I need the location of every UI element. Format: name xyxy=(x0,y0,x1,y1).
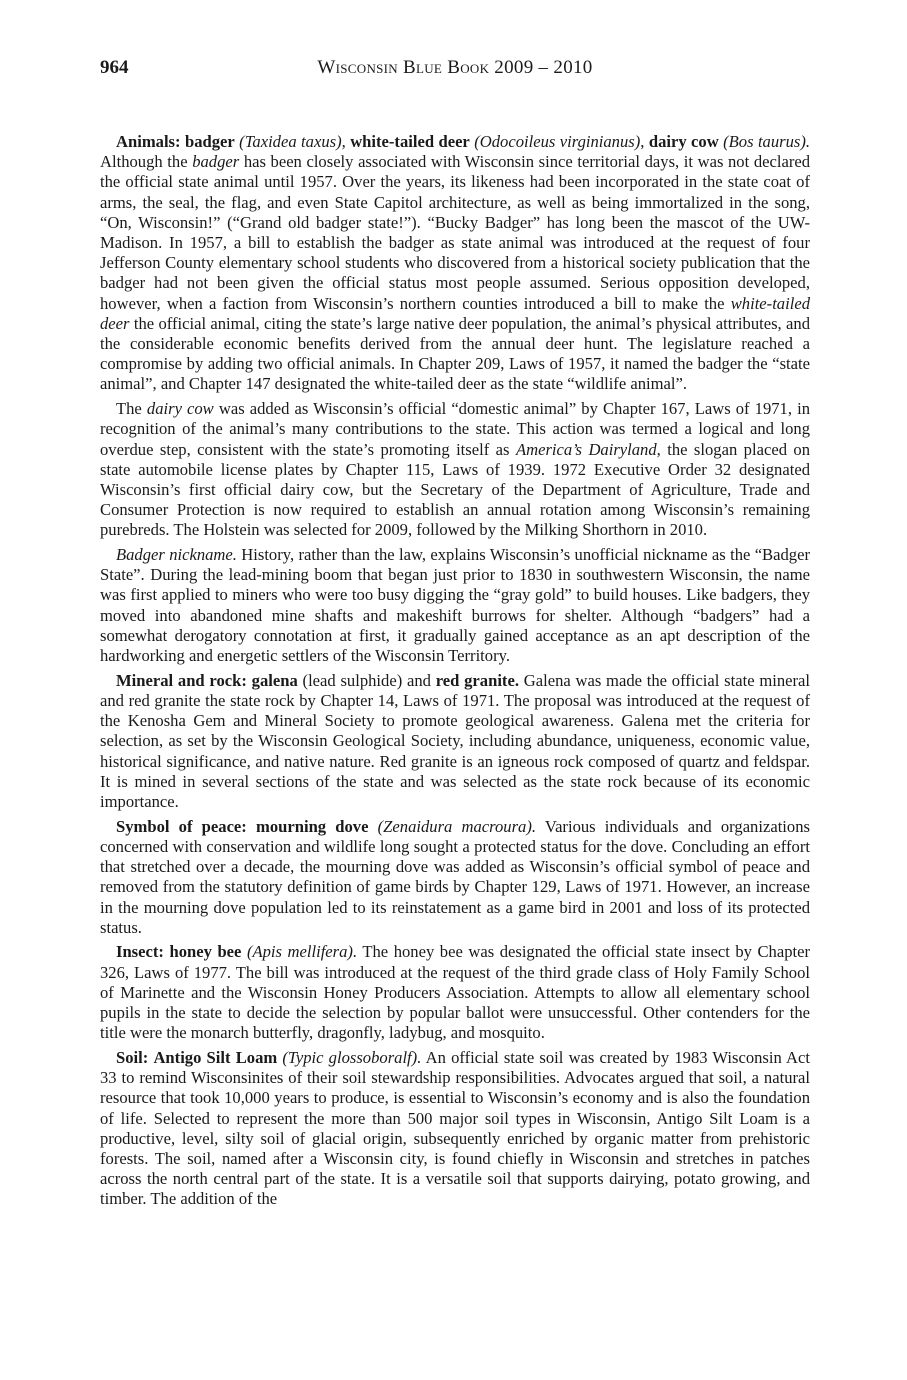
paragraph-soil xyxy=(100,1048,810,1210)
section-head-insect: Insect: xyxy=(116,942,164,962)
text-run: An official state soil was created by 1983 Wisconsin Act 33 to remind Wisconsinites of their soil stewardship responsibilities. Advocates argued that soil, a natural resource that took 10,000 years to produce, is essential to Wisconsin’s economy and is also the foundation of life. Selected to represent the more than 500 major soil types in Wisconsin, Antigo Silt Loam is a productive, level, silty soil of glacial origin, subsequently enriched by organic matter from prehistoric forests. The soil, named after a Wisconsin city, is found chiefly in Wisconsin and stretches in patches across the north central part of the state. It is a versatile soil that supports dairying, potato growing, and timber. The addition of the xyxy=(100,1047,811,1209)
paragraph-insect xyxy=(100,942,810,1043)
paragraph-peace xyxy=(100,817,810,938)
paragraph-dairy-cow xyxy=(100,399,810,540)
emphasis-dairy-cow: dairy cow xyxy=(146,399,214,419)
text-run: the official animal, citing the state’s large native deer population, the animal’s physical attributes, and the considerable economic benefits derived from the annual deer hunt. The legislature reached a compromise by adding two official animals. In Chapter 209, Laws of 1957, it named the badger the “state animal”, and Chapter 147 designated the white-tailed deer as the state “wildlife animal”. xyxy=(100,313,810,394)
text-run: , the slogan placed on state automobile license plates by Chapter 115, Laws of 1939. 1972 Executive Order 32 designated Wisconsin’s first official dairy cow, but the Secretary of the Department of Agriculture, Trade and Consumer Protection is now required to establish an annual rotation among Wisconsin’s remaining purebreds. The Holstein was selected for 2009, followed by the Milking Shorthorn in 2010. xyxy=(100,439,811,540)
species-deer: (Odocoileus virginianus) xyxy=(474,132,641,151)
section-head-nickname: Badger nickname. xyxy=(116,545,237,565)
text-run: History, rather than the law, explains Wisconsin’s unofficial nickname as the “Badger State”. During the lead-mining boom that began just prior to 1830 in southwestern Wisconsin, the name was first applied to miners who were too busy digging the “gray gold” to build houses. Like badgers, they moved into abandoned mine shafts and makeshift burrows for shelter. Although “badgers” had a somewhat derogatory connotation at first, it gradually gained acceptance as an apt description of the hardworking and energetic settlers of the Wisconsin Territory. xyxy=(100,545,810,666)
term-red-granite: red granite. xyxy=(435,670,519,690)
text-run: has been closely associated with Wisconsin since territorial days, it was not declared the official state animal until 1957. Over the years, its likeness had been incorporated in the state coat of arms, the seal, the flag, and even State Capitol architecture, as well as being immortalized in the song, “On, Wisconsin!” (“Grand old badger state!”). “Bucky Badger” has long been the mascot of the UW-Madison. In 1957, a bill to establish the badger as state animal was introduced at the request of four Jefferson County elementary school students who discovered from a historical society publication that the badger had not been given the official status most people assumed. Serious opposition developed, however, when a faction from Wisconsin’s northern counties introduced a bill to make the xyxy=(100,152,811,313)
term-badger: badger xyxy=(184,132,235,151)
term-dairy-cow: dairy cow xyxy=(648,132,719,151)
term-mourning-dove: mourning dove xyxy=(256,816,369,836)
text-run: The xyxy=(116,399,142,419)
section-head-mineral: Mineral and rock: xyxy=(116,670,247,690)
species-badger: (Taxidea taxus) xyxy=(239,132,342,151)
body-text xyxy=(100,132,810,1214)
section-head-peace: Symbol of peace: xyxy=(116,816,247,836)
section-head-soil: Soil: xyxy=(116,1047,149,1067)
running-title: Wisconsin Blue Book 2009 – 2010 xyxy=(317,57,593,78)
text-run: (lead sulphide) and xyxy=(302,670,431,690)
species-soil: (Typic glossoboralf). xyxy=(282,1047,422,1067)
emphasis-badger: badger xyxy=(192,152,240,172)
term-antigo-silt-loam: Antigo Silt Loam xyxy=(153,1047,278,1067)
page-header xyxy=(100,56,810,82)
text-run: Galena was made the official state mineral and red granite the state rock by Chapter 14, Laws of 1971. The proposal was introduced at the request of the Kenosha Gem and Mineral Society to promote geological awareness. Galena met the criteria for selection, as set by the Wisconsin Geological Society, including abundance, uniqueness, economic value, historical significance, and native nature. Red granite is an igneous rock composed of quartz and feldspar. It is mined in several sections of the state and was selected as the state rock because of its economic importance. xyxy=(100,670,811,811)
text-run: Various individuals and organizations concerned with conservation and wildlife long sought a protected status for the dove. Concluding an effort that stretched over a decade, the mourning dove was added as Wisconsin’s official symbol of peace and removed from the statutory definition of game birds by Chapter 129, Laws of 1971. However, an increase in the mourning dove population led to its reinstatement as a game bird in 2001 and loss of its protected status. xyxy=(100,816,810,937)
species-cow: (Bos taurus). xyxy=(723,132,811,151)
paragraph-mineral-rock xyxy=(100,671,810,812)
term-honey-bee: honey bee xyxy=(169,942,242,962)
text-run: Although the xyxy=(100,152,188,172)
species-bee: (Apis mellifera). xyxy=(246,942,358,962)
page-number: 964 xyxy=(100,57,129,78)
paragraph-nickname xyxy=(100,545,810,666)
emphasis-deer: white-tailed deer xyxy=(100,293,810,333)
species-dove: (Zenaidura macroura). xyxy=(377,816,537,836)
term-galena: galena xyxy=(251,670,298,690)
section-head-animals: Animals: xyxy=(116,132,181,151)
paragraph-animals xyxy=(100,132,810,395)
text-run: was added as Wisconsin’s official “domestic animal” by Chapter 167, Laws of 1971, in recognition of the animal’s many contributions to the state. This action was termed a logical and long overdue step, consistent with the state’s promoting itself as xyxy=(100,399,810,459)
comma: , xyxy=(341,132,346,151)
term-white-tailed-deer: white-tailed deer xyxy=(350,132,470,151)
comma: , xyxy=(640,132,645,151)
text-run: The honey bee was designated the official state insect by Chapter 326, Laws of 1977. The bill was introduced at the request of the third grade class of Holy Family School of Marinette and the Wisconsin Honey Producers Association. Attempts to allow all elementary school pupils in the state to decide the selection by popular ballot were unsuccessful. Other contenders for the title were the monarch butterfly, dragonfly, ladybug, and mosquito. xyxy=(100,942,811,1043)
emphasis-slogan: America’s Dairyland xyxy=(515,439,657,459)
